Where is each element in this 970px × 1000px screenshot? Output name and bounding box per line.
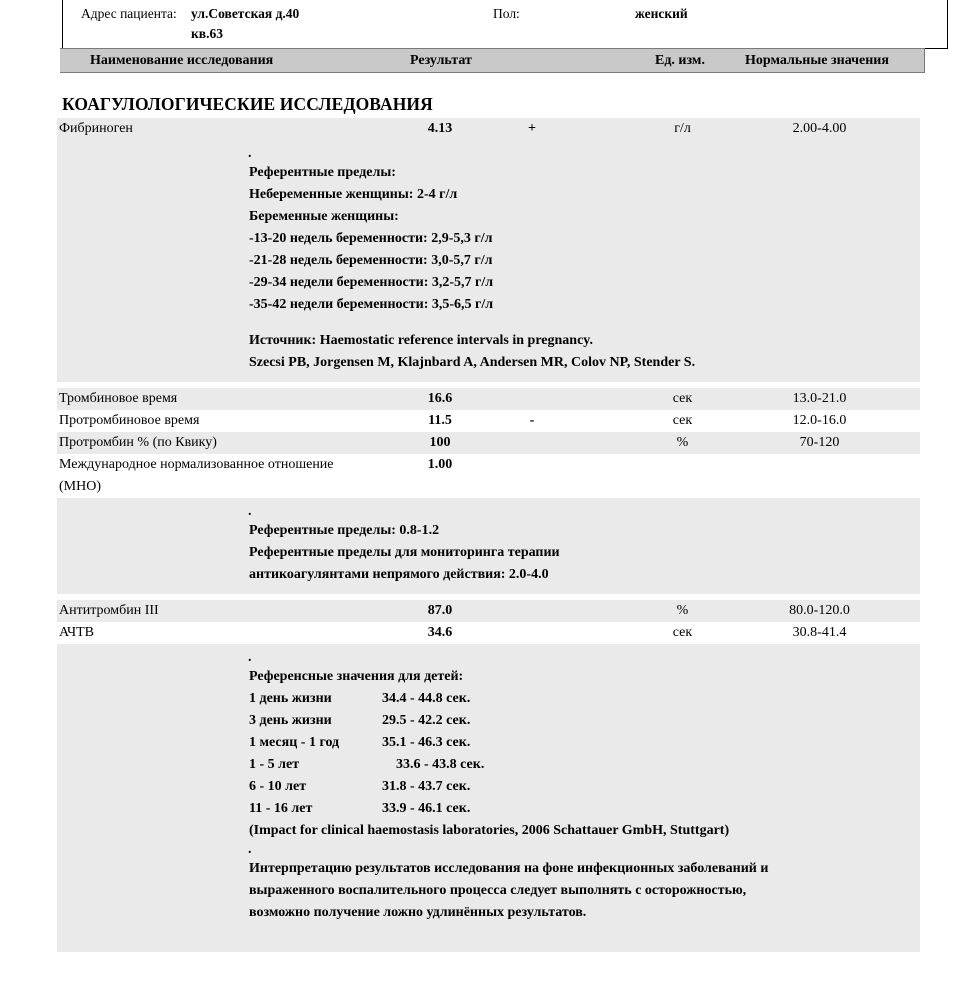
comment-bullet: . xyxy=(248,504,252,519)
test-result: 4.13 xyxy=(427,121,453,136)
results-table-header xyxy=(60,48,925,73)
patient-sex-value: женский xyxy=(635,6,688,21)
table-row xyxy=(57,454,920,498)
comment-line: -13-20 недель беременности: 2,9-5,3 г/л xyxy=(249,231,493,246)
children-reference-row xyxy=(249,754,920,776)
column-header-name: Наименование исследования xyxy=(90,53,274,68)
test-flag: + xyxy=(528,121,536,136)
comment-line: -35-42 недели беременности: 3,5-6,5 г/л xyxy=(249,297,494,312)
test-name: Протромбиновое время xyxy=(59,413,200,428)
comment-bullet: . xyxy=(248,146,252,161)
comment-note-line: выраженного воспалительного процесса следует выполнять с осторожностью, xyxy=(249,883,747,898)
test-result: 16.6 xyxy=(427,391,453,406)
test-unit: г/л xyxy=(674,121,691,136)
children-age: 1 день жизни xyxy=(249,691,332,706)
comment-line: Референтные пределы: 0.8-1.2 xyxy=(249,523,440,538)
children-reference-row xyxy=(249,776,920,798)
comment-line: -21-28 недель беременности: 3,0-5,7 г/л xyxy=(249,253,493,268)
comment-block-aptt xyxy=(57,644,920,952)
patient-sex-label: Пол: xyxy=(493,6,520,21)
patient-info-row xyxy=(63,3,947,47)
comment-note-line: возможно получение ложно удлинённых результатов. xyxy=(249,905,587,920)
children-range: 31.8 - 43.7 сек. xyxy=(382,779,471,794)
test-unit: сек xyxy=(672,625,693,640)
test-unit: сек xyxy=(672,391,693,406)
patient-info-box xyxy=(62,0,948,49)
test-name: Международное нормализованное отношение (МНО) xyxy=(59,457,334,494)
comment-block-inr xyxy=(57,498,920,594)
comment-line: Референтные пределы: xyxy=(249,165,396,180)
test-result: 87.0 xyxy=(427,603,453,618)
children-range: 34.4 - 44.8 сек. xyxy=(382,691,471,706)
test-name: Антитромбин III xyxy=(59,603,159,618)
table-row xyxy=(57,432,920,454)
test-unit: % xyxy=(676,603,689,618)
test-result: 11.5 xyxy=(428,413,452,428)
comment-source-line: Szecsi PB, Jorgensen M, Klajnbard A, Andersen MR, Colov NP, Stender S. xyxy=(249,355,696,370)
test-result: 34.6 xyxy=(427,625,453,640)
comment-line: антикоагулянтами непрямого действия: 2.0-4.0 xyxy=(249,567,549,582)
comment-line: Референтные пределы для мониторинга терапии xyxy=(249,545,560,560)
test-name: АЧТВ xyxy=(59,625,94,640)
comment-note-line: Интерпретацию результатов исследования на фоне инфекционных заболеваний и xyxy=(249,861,769,876)
test-norm: 2.00-4.00 xyxy=(792,121,847,136)
test-norm: 12.0-16.0 xyxy=(792,413,847,428)
children-reference-row xyxy=(249,710,920,732)
section-title-coagulology: КОАГУЛОЛОГИЧЕСКИЕ ИССЛЕДОВАНИЯ xyxy=(62,94,433,114)
children-reference-row xyxy=(249,798,920,820)
comment-line: Небеременные женщины: 2-4 г/л xyxy=(249,187,458,202)
test-norm: 13.0-21.0 xyxy=(792,391,847,406)
test-result: 1.00 xyxy=(427,457,453,472)
children-age: 11 - 16 лет xyxy=(249,801,313,816)
comment-bullet: . xyxy=(248,650,252,665)
comment-bullet: . xyxy=(248,842,252,857)
comment-heading: Референсные значения для детей: xyxy=(249,669,464,684)
test-unit: % xyxy=(676,435,689,450)
test-norm: 80.0-120.0 xyxy=(789,603,850,618)
children-range: 33.6 - 43.8 сек. xyxy=(396,757,485,772)
table-row xyxy=(57,410,920,432)
patient-address-label: Адрес пациента: xyxy=(81,6,177,21)
test-unit: сек xyxy=(672,413,693,428)
comment-source-line: Источник: Haemostatic reference intervals in pregnancy. xyxy=(249,333,594,348)
children-age: 1 - 5 лет xyxy=(249,757,300,772)
test-result: 100 xyxy=(429,435,451,450)
patient-address-line2: кв.63 xyxy=(191,26,223,41)
table-row xyxy=(57,622,920,644)
children-range: 33.9 - 46.1 сек. xyxy=(382,801,471,816)
test-norm: 70-120 xyxy=(799,435,840,450)
test-norm: 30.8-41.4 xyxy=(792,625,847,640)
comment-line: -29-34 недели беременности: 3,2-5,7 г/л xyxy=(249,275,494,290)
comment-spacer xyxy=(249,316,920,330)
comment-line: Беременные женщины: xyxy=(249,209,399,224)
table-row xyxy=(57,118,920,140)
column-header-result: Результат xyxy=(410,53,472,68)
test-name: Тромбиновое время xyxy=(59,391,178,406)
children-age: 6 - 10 лет xyxy=(249,779,307,794)
children-age: 3 день жизни xyxy=(249,713,332,728)
column-header-unit: Ед. изм. xyxy=(655,53,705,68)
comment-source-line: (Impact for clinical haemostasis laboratories, 2006 Schattauer GmbH, Stuttgart) xyxy=(249,823,730,838)
results-table xyxy=(57,118,920,952)
table-row xyxy=(57,388,920,410)
column-header-norm: Нормальные значения xyxy=(745,53,889,68)
table-row xyxy=(57,600,920,622)
children-reference-row xyxy=(249,732,920,754)
test-name: Протромбин % (по Квику) xyxy=(59,435,217,450)
test-flag: - xyxy=(529,413,535,428)
children-range: 35.1 - 46.3 сек. xyxy=(382,735,471,750)
children-age: 1 месяц - 1 год xyxy=(249,735,340,750)
patient-address-line1: ул.Советская д.40 xyxy=(191,6,300,21)
comment-block-fibrinogen xyxy=(57,140,920,382)
test-name: Фибриноген xyxy=(59,121,133,136)
children-range: 29.5 - 42.2 сек. xyxy=(382,713,471,728)
children-reference-row xyxy=(249,688,920,710)
